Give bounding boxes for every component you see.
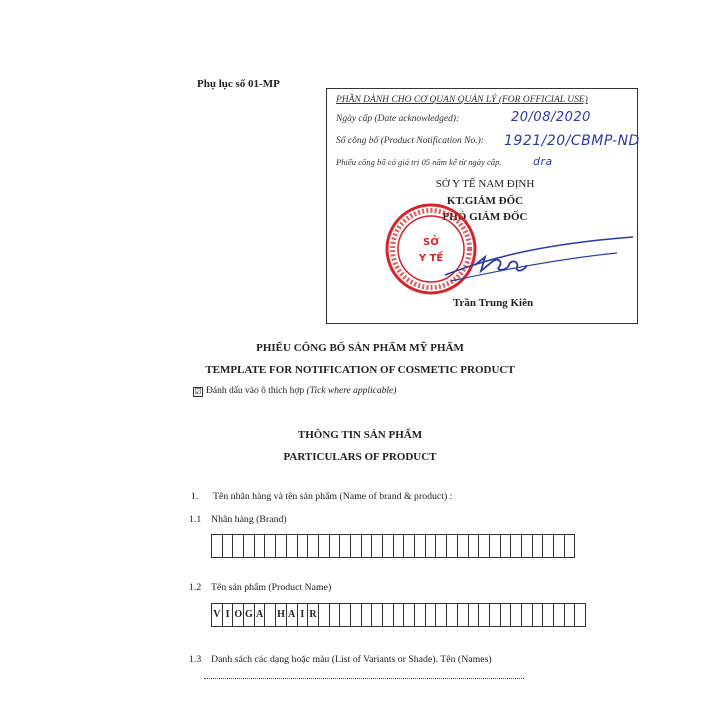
- product-name-cell[interactable]: [543, 604, 554, 626]
- item-number: 1.: [191, 491, 199, 502]
- official-use-box: [326, 88, 638, 324]
- product-name-cell[interactable]: [479, 604, 490, 626]
- product-name-cell[interactable]: [265, 604, 276, 626]
- brand-cell[interactable]: [244, 535, 255, 557]
- brand-cell[interactable]: [223, 535, 234, 557]
- product-name-cell[interactable]: [404, 604, 415, 626]
- stamp-center-top: SỞ: [423, 237, 439, 248]
- brand-cell[interactable]: [404, 535, 415, 557]
- section-title-vn: THÔNG TIN SẢN PHẨM: [297, 429, 423, 441]
- checkbox-icon: ☑: [194, 387, 202, 396]
- brand-cell[interactable]: [511, 535, 522, 557]
- for-director-label: KT.GIÁM ĐỐC: [446, 195, 524, 207]
- variants-dotted-line[interactable]: [204, 678, 524, 679]
- product-name-boxes[interactable]: [211, 603, 586, 627]
- validity-label: Phiếu công bố có giá trị 05 năm kể từ ngày cấp.: [336, 157, 502, 167]
- notification-number-value: 1921/20/CBMP-ND: [504, 133, 640, 149]
- brand-cell[interactable]: [458, 535, 469, 557]
- item-1-3: [189, 654, 492, 665]
- product-name-cell[interactable]: [351, 604, 362, 626]
- product-name-cell[interactable]: [415, 604, 426, 626]
- brand-cell[interactable]: [490, 535, 501, 557]
- date-acknowledged-label: Ngày cấp (Date acknowledged):: [336, 114, 460, 124]
- brand-cell[interactable]: [298, 535, 309, 557]
- item-1: [191, 491, 452, 502]
- product-name-cell[interactable]: G: [244, 604, 255, 626]
- stamp-center-bottom: Y TẾ: [418, 253, 444, 264]
- brand-cell[interactable]: [543, 535, 554, 557]
- product-name-cell[interactable]: A: [255, 604, 266, 626]
- item-text: Danh sách các dạng hoặc màu (List of Variants or Shade). Tên (Names): [211, 654, 492, 665]
- date-acknowledged-value: 20/08/2020: [511, 110, 591, 125]
- product-name-cell[interactable]: [372, 604, 383, 626]
- item-number: 1.2: [189, 582, 202, 593]
- product-name-cell[interactable]: O: [233, 604, 244, 626]
- product-name-cell[interactable]: [490, 604, 501, 626]
- form-title-vn: PHIẾU CÔNG BỐ SẢN PHẨM MỸ PHẨM: [256, 342, 464, 354]
- brand-cell[interactable]: [287, 535, 298, 557]
- deputy-director-label: PHÓ GIÁM ĐỐC: [442, 211, 528, 223]
- brand-cell[interactable]: [255, 535, 266, 557]
- brand-cell[interactable]: [426, 535, 437, 557]
- tick-instruction: [193, 386, 396, 397]
- product-name-cell[interactable]: [340, 604, 351, 626]
- validity-initial: dra: [533, 155, 553, 168]
- product-name-cell[interactable]: [394, 604, 405, 626]
- product-name-cell[interactable]: [511, 604, 522, 626]
- product-name-cell[interactable]: [458, 604, 469, 626]
- brand-cell[interactable]: [372, 535, 383, 557]
- form-title-en: TEMPLATE FOR NOTIFICATION OF COSMETIC PRODUCT: [205, 364, 515, 376]
- official-use-heading: PHẦN DÀNH CHO CƠ QUAN QUẢN LÝ (FOR OFFICIAL USE): [336, 95, 588, 105]
- product-name-cell[interactable]: [330, 604, 341, 626]
- signature-icon: [437, 225, 637, 295]
- product-name-cell[interactable]: [383, 604, 394, 626]
- brand-cell[interactable]: [319, 535, 330, 557]
- brand-cell[interactable]: [436, 535, 447, 557]
- brand-cell[interactable]: [533, 535, 544, 557]
- brand-cell[interactable]: [265, 535, 276, 557]
- item-text: Tên nhãn hàng và tên sản phẩm (Name of brand & product) :: [213, 491, 453, 502]
- brand-cell[interactable]: [565, 535, 576, 557]
- brand-cell[interactable]: [501, 535, 512, 557]
- product-name-cell[interactable]: I: [223, 604, 234, 626]
- brand-cell[interactable]: [351, 535, 362, 557]
- brand-cell[interactable]: [522, 535, 533, 557]
- brand-cell[interactable]: [212, 535, 223, 557]
- signer-name: Trần Trung Kiên: [453, 297, 534, 309]
- brand-cell[interactable]: [383, 535, 394, 557]
- brand-cell[interactable]: [308, 535, 319, 557]
- product-name-cell[interactable]: [447, 604, 458, 626]
- product-name-cell[interactable]: [533, 604, 544, 626]
- brand-cell[interactable]: [233, 535, 244, 557]
- product-name-cell[interactable]: [436, 604, 447, 626]
- item-1-2: [189, 582, 331, 593]
- tick-instruction-note: (Tick where applicable): [306, 386, 397, 396]
- item-number: 1.3: [189, 654, 202, 665]
- brand-cell[interactable]: [276, 535, 287, 557]
- product-name-cell[interactable]: I: [298, 604, 309, 626]
- product-name-cell[interactable]: V: [212, 604, 223, 626]
- product-name-cell[interactable]: A: [287, 604, 298, 626]
- section-title-en: PARTICULARS OF PRODUCT: [283, 451, 437, 463]
- product-name-cell[interactable]: [565, 604, 576, 626]
- brand-cell[interactable]: [469, 535, 480, 557]
- brand-cell[interactable]: [479, 535, 490, 557]
- item-text: Nhãn hàng (Brand): [211, 514, 287, 525]
- notification-number-label: Số công bố (Product Notification No.):: [336, 136, 484, 146]
- brand-cell[interactable]: [340, 535, 351, 557]
- product-name-cell[interactable]: [575, 604, 586, 626]
- item-1-1: [189, 514, 287, 525]
- product-name-cell[interactable]: R: [308, 604, 319, 626]
- product-name-cell[interactable]: [426, 604, 437, 626]
- product-name-cell[interactable]: [362, 604, 373, 626]
- product-name-cell[interactable]: [501, 604, 512, 626]
- product-name-cell[interactable]: H: [276, 604, 287, 626]
- product-name-cell[interactable]: [554, 604, 565, 626]
- product-name-cell[interactable]: [522, 604, 533, 626]
- brand-cell[interactable]: [394, 535, 405, 557]
- brand-cell[interactable]: [362, 535, 373, 557]
- brand-cell[interactable]: [447, 535, 458, 557]
- brand-cell[interactable]: [415, 535, 426, 557]
- product-name-cell[interactable]: [469, 604, 480, 626]
- brand-cell[interactable]: [554, 535, 565, 557]
- brand-cell[interactable]: [330, 535, 341, 557]
- item-number: 1.1: [189, 514, 202, 525]
- item-text: Tên sản phẩm (Product Name): [211, 582, 332, 593]
- brand-boxes[interactable]: [211, 534, 575, 558]
- product-name-cell[interactable]: [319, 604, 330, 626]
- appendix-label: Phụ lục số 01-MP: [197, 78, 280, 90]
- tick-instruction-text: Đánh dấu vào ô thích hợp: [206, 386, 305, 396]
- authority-name: SỞ Y TẾ NAM ĐỊNH: [435, 178, 535, 190]
